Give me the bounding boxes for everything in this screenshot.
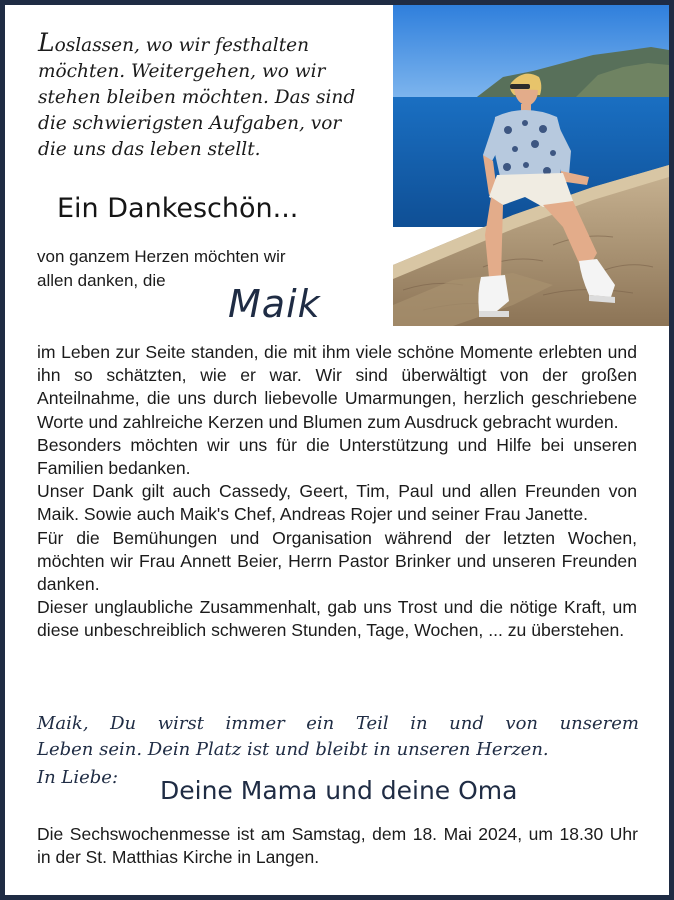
photo-illustration	[393, 5, 669, 326]
intro-line: möchten. Weitergehen, wo wir	[38, 61, 326, 82]
intro-poem	[38, 30, 388, 163]
intro-line: die uns das leben stellt.	[38, 139, 261, 160]
closing-line: Leben sein. Dein Platz ist und bleibt in unseren Herzen.	[37, 739, 549, 760]
mass-notice: Die Sechswochenmesse ist am Samstag, dem 18. Mai 2024, um 18.30 Uhr in der St. Matthias Kirche in Langen.	[37, 824, 638, 867]
body-paragraph: Für die Bemühungen und Organisation während der letzten Wochen, möchten wir Frau Annett Beier, Herrn Pastor Brinker und unseren Freunden danken.	[37, 527, 637, 595]
portrait-photo	[393, 5, 669, 326]
lead-line: allen danken, die	[37, 271, 166, 290]
intro-first-rest: oslassen, wo wir festhalten	[54, 35, 310, 56]
deceased-name: Maik	[228, 282, 321, 326]
intro-line	[38, 30, 388, 59]
signature: Deine Mama und deine Oma	[160, 776, 518, 805]
body-paragraph: Besonders möchten wir uns für die Unterstützung und Hilfe bei unseren Familien bedanken.	[37, 434, 637, 479]
love-label: In Liebe:	[37, 767, 119, 788]
intro-line: stehen bleiben möchten. Das sind	[38, 87, 356, 108]
closing-line: Maik, Du wirst immer ein Teil in und von unserem	[37, 713, 639, 734]
lead-line: von ganzem Herzen möchten wir	[37, 247, 286, 266]
body-paragraph: Dieser unglaubliche Zusammenhalt, gab uns Trost und die nötige Kraft, um diese unbeschreiblich schweren Stunden, Tage, Wochen, ... zu überstehen.	[37, 597, 637, 641]
intro-first-letter: L	[38, 28, 55, 57]
intro-line: die schwierigsten Aufgaben, vor	[38, 113, 342, 134]
closing-message	[37, 711, 639, 763]
body-paragraph: Unser Dank gilt auch Cassedy, Geert, Tim, Paul und allen Freunden von Maik. Sowie auch Maik's Chef, Andreas Rojer und seiner Frau Janette.	[37, 481, 637, 525]
body-paragraph: im Leben zur Seite standen, die mit ihm viele schöne Momente erlebten und ihn so schätzten, wie er war. Wir sind überwältigt von der großen Anteilnahme, die uns durch liebevolle Umarmungen, herzlich geschriebene Worte und zahlreiche Kerzen und Blumen zum Ausdruck gebracht wurden.	[37, 342, 637, 432]
thanks-body	[37, 341, 637, 643]
thanks-title: Ein Dankeschön...	[57, 193, 299, 224]
